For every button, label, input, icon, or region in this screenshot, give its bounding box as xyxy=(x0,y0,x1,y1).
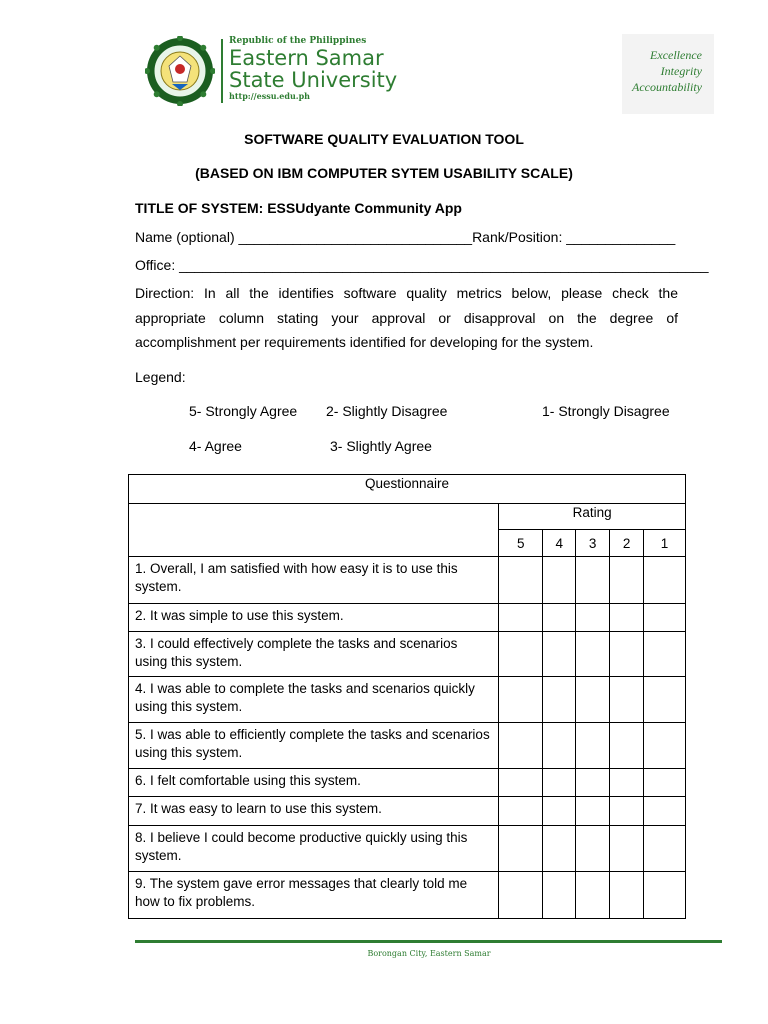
footer-rule xyxy=(135,940,722,943)
rating-cell-1[interactable] xyxy=(644,632,686,677)
direction-paragraph xyxy=(135,281,678,355)
legend-2: 2- Slightly Disagree xyxy=(326,403,448,419)
rating-cell-1[interactable] xyxy=(644,604,686,632)
system-title: TITLE OF SYSTEM: ESSUdyante Community App xyxy=(135,200,462,216)
rating-cell-5[interactable] xyxy=(499,677,543,723)
table-row xyxy=(129,723,686,769)
rating-cell-4[interactable] xyxy=(543,677,576,723)
university-name-line1: Eastern Samar xyxy=(229,46,384,70)
footer-location: Borongan City, Eastern Samar xyxy=(367,949,491,958)
question-text: 6. I felt comfortable using this system. xyxy=(129,769,499,797)
motto-accountability: Accountability xyxy=(632,80,702,94)
university-logo xyxy=(145,36,415,108)
direction-text-last: accomplishment per requirements identified for developing for the system. xyxy=(135,334,594,350)
rating-cell-1[interactable] xyxy=(644,826,686,872)
rating-col-2: 2 xyxy=(610,530,644,557)
question-header-blank xyxy=(129,504,499,557)
motto-box xyxy=(622,34,714,114)
rating-cell-3[interactable] xyxy=(576,769,610,797)
rating-cell-3[interactable] xyxy=(576,723,610,769)
rating-col-1: 1 xyxy=(644,530,686,557)
rating-cell-5[interactable] xyxy=(499,797,543,826)
office-line: Office: ____________________________________________________________________ xyxy=(135,257,709,273)
rating-cell-3[interactable] xyxy=(576,872,610,919)
rating-cell-1[interactable] xyxy=(644,557,686,604)
rating-cell-4[interactable] xyxy=(543,604,576,632)
table-row xyxy=(129,632,686,677)
questionnaire-header: Questionnaire xyxy=(129,475,686,504)
university-seal-icon xyxy=(145,36,215,106)
logo-text xyxy=(229,36,397,101)
rating-cell-3[interactable] xyxy=(576,677,610,723)
rating-cell-4[interactable] xyxy=(543,557,576,604)
document-title: SOFTWARE QUALITY EVALUATION TOOL xyxy=(244,131,524,147)
rating-cell-5[interactable] xyxy=(499,826,543,872)
rating-cell-5[interactable] xyxy=(499,723,543,769)
rating-cell-2[interactable] xyxy=(610,677,644,723)
question-text: 9. The system gave error messages that clearly told me how to fix problems. xyxy=(129,872,499,919)
question-text: 4. I was able to complete the tasks and scenarios quickly using this system. xyxy=(129,677,499,723)
question-text: 2. It was simple to use this system. xyxy=(129,604,499,632)
question-text: 8. I believe I could become productive quickly using this system. xyxy=(129,826,499,872)
rating-cell-2[interactable] xyxy=(610,826,644,872)
logo-divider xyxy=(221,39,223,103)
table-row xyxy=(129,826,686,872)
question-text: 1. Overall, I am satisfied with how easy it is to use this system. xyxy=(129,557,499,604)
direction-text: Direction: In all the identifies software quality metrics below, please check the appropriate column stating your approval or disapproval on the degree of xyxy=(135,285,678,326)
table-row xyxy=(129,557,686,604)
questionnaire-table xyxy=(128,474,686,919)
rating-cell-2[interactable] xyxy=(610,872,644,919)
rating-cell-3[interactable] xyxy=(576,604,610,632)
rating-cell-3[interactable] xyxy=(576,632,610,677)
rating-cell-1[interactable] xyxy=(644,677,686,723)
rating-cell-2[interactable] xyxy=(610,604,644,632)
question-text: 5. I was able to efficiently complete the tasks and scenarios using this system. xyxy=(129,723,499,769)
rating-cell-1[interactable] xyxy=(644,723,686,769)
republic-text: Republic of the Philippines xyxy=(229,36,367,46)
document-subtitle: (BASED ON IBM COMPUTER SYTEM USABILITY SCALE) xyxy=(195,165,573,181)
rating-cell-2[interactable] xyxy=(610,632,644,677)
rating-cell-4[interactable] xyxy=(543,797,576,826)
rating-cell-5[interactable] xyxy=(499,604,543,632)
legend-1: 1- Strongly Disagree xyxy=(542,403,670,419)
motto-excellence: Excellence xyxy=(650,48,702,62)
table-row xyxy=(129,604,686,632)
name-rank-line: Name (optional) ______________________________Rank/Position: ______________ xyxy=(135,229,676,245)
rating-header-row xyxy=(129,504,686,530)
rating-cell-2[interactable] xyxy=(610,797,644,826)
table-row xyxy=(129,797,686,826)
table-header-row xyxy=(129,475,686,504)
rating-cell-4[interactable] xyxy=(543,872,576,919)
question-text: 7. It was easy to learn to use this system. xyxy=(129,797,499,826)
rating-header: Rating xyxy=(499,504,686,530)
motto-integrity: Integrity xyxy=(660,64,702,78)
rating-cell-4[interactable] xyxy=(543,723,576,769)
rating-cell-1[interactable] xyxy=(644,872,686,919)
rating-cell-5[interactable] xyxy=(499,632,543,677)
legend-5: 5- Strongly Agree xyxy=(189,403,298,419)
legend-4: 4- Agree xyxy=(189,438,242,454)
table-row xyxy=(129,872,686,919)
rating-cell-3[interactable] xyxy=(576,797,610,826)
table-row xyxy=(129,769,686,797)
rating-cell-5[interactable] xyxy=(499,557,543,604)
rating-cell-4[interactable] xyxy=(543,826,576,872)
rating-cell-2[interactable] xyxy=(610,557,644,604)
rating-col-3: 3 xyxy=(576,530,610,557)
rating-cell-1[interactable] xyxy=(644,769,686,797)
legend-label: Legend: xyxy=(135,369,186,385)
question-text: 3. I could effectively complete the tasks and scenarios using this system. xyxy=(129,632,499,677)
rating-cell-1[interactable] xyxy=(644,797,686,826)
rating-cell-5[interactable] xyxy=(499,769,543,797)
rating-cell-3[interactable] xyxy=(576,557,610,604)
rating-cell-4[interactable] xyxy=(543,632,576,677)
table-row xyxy=(129,677,686,723)
legend-3: 3- Slightly Agree xyxy=(330,438,432,454)
rating-cell-4[interactable] xyxy=(543,769,576,797)
rating-cell-3[interactable] xyxy=(576,826,610,872)
university-url: http://essu.edu.ph xyxy=(229,91,310,101)
rating-col-5: 5 xyxy=(499,530,543,557)
rating-cell-5[interactable] xyxy=(499,872,543,919)
rating-cell-2[interactable] xyxy=(610,769,644,797)
university-name-line2: State University xyxy=(229,68,398,92)
rating-cell-2[interactable] xyxy=(610,723,644,769)
rating-col-4: 4 xyxy=(543,530,576,557)
